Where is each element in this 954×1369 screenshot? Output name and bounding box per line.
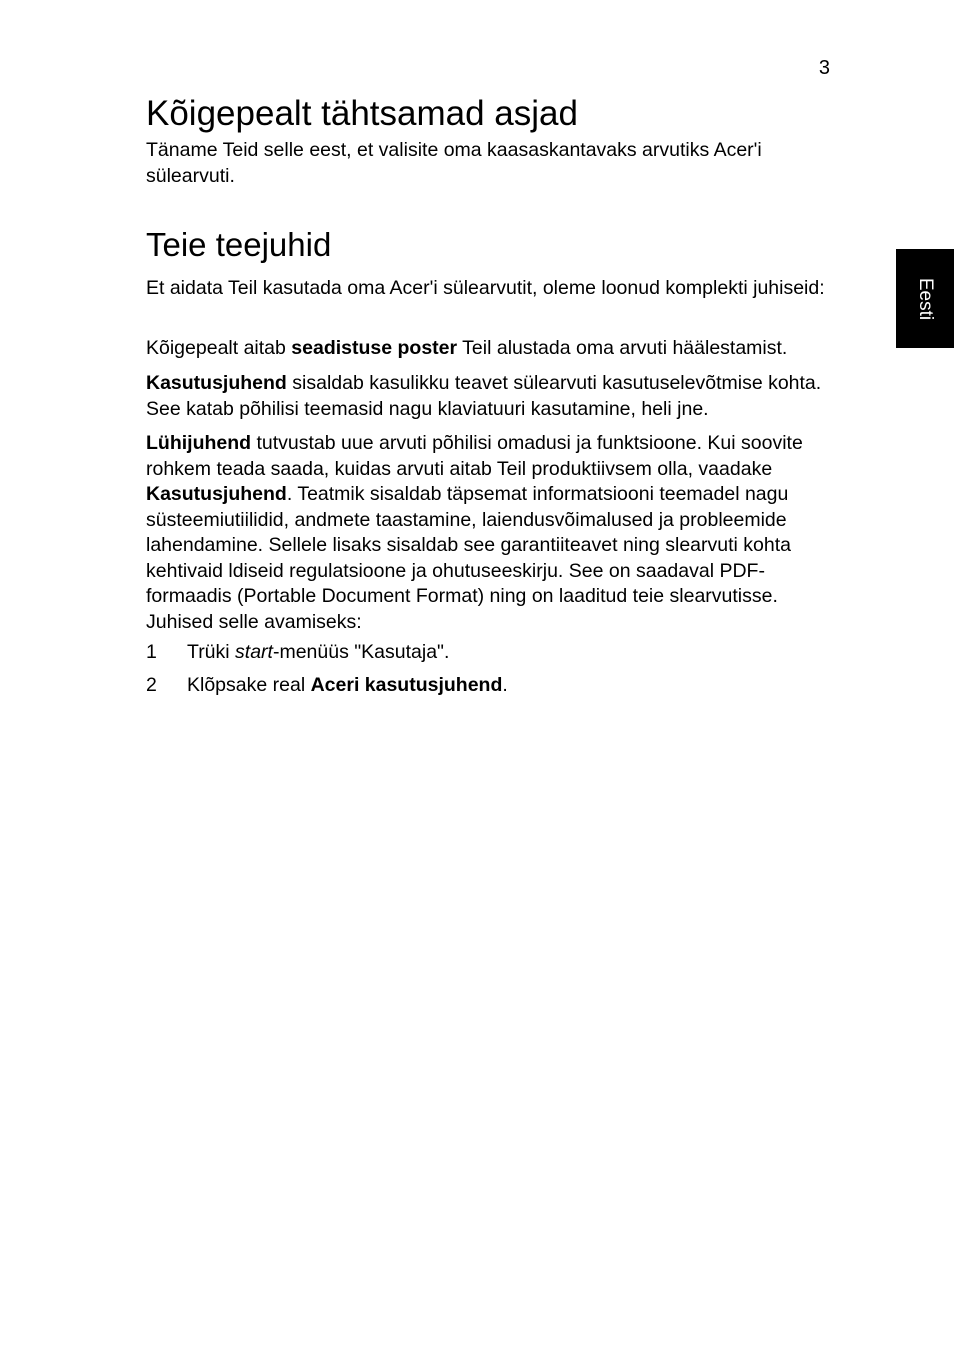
thanks-paragraph: Täname Teid selle eest, et valisite oma kaasaskantavaks arvutiks Acer'i sülearvuti. [146,139,762,187]
poster-post: Teil alustada oma arvuti häälestamist. [457,337,788,359]
language-tab [896,249,954,348]
quick-guide-post: . Teatmik sisaldab täpsemat informatsiooni teemadel nagu süsteemiutiilidid, andmete taastamine, laiendusvõimalused ja probleemide lahendamine. Sellele lisaks sisaldab see garantiiteavet ning slearvuti kohta kehtivaid ldiseid regulatsioone ja ohutuseeskirju. See on saadaval PDF-formaadis (Portable Document Format) ning on laaditud teie slearvutisse. Juhised selle avamiseks: [146,483,791,633]
acer-guide-bold: Aceri kasutusjuhend [310,674,503,696]
step-number: 2 [146,674,157,696]
quick-guide-bold2: Kasutusjuhend [146,483,287,505]
quick-guide-paragraph [146,431,832,635]
step-number: 1 [146,641,157,663]
user-guide-bold: Kasutusjuhend [146,372,287,394]
poster-pre: Kõigepealt aitab [146,337,292,359]
section-title-first-things: Kõigepealt tähtsamad asjad [146,94,578,133]
section-title-guides: Teie teejuhid [146,226,332,263]
step-text: Klõpsake real Aceri kasutusjuhend. [187,674,508,696]
poster-bold: seadistuse poster [291,337,458,359]
quick-guide-bold: Lühijuhend [146,432,252,454]
page-number: 3 [818,57,830,79]
quick-guide-mid: tutvustab uue arvuti põhilisi omadusi ja funktsioone. Kui soovite rohkem teada saada, kuidas arvuti aitab Teil produktiivsem olla, vaadake [146,432,803,480]
guides-intro-paragraph: Et aidata Teil kasutada oma Acer'i sülearvutit, oleme loonud komplekti juhiseid: [146,277,825,299]
user-guide-text: sisaldab kasulikku teavet sülearvuti kasutuselevõtmise kohta. See katab põhilisi teemasid nagu klaviatuuri kasutamine, heli jne. [146,372,822,420]
step-text: Trüki start-menüüs "Kasutaja". [187,641,450,663]
user-guide-paragraph [146,371,832,422]
setup-poster-paragraph [146,336,832,362]
start-italic: start [235,641,273,663]
language-tab-label: Eesti [915,277,936,320]
